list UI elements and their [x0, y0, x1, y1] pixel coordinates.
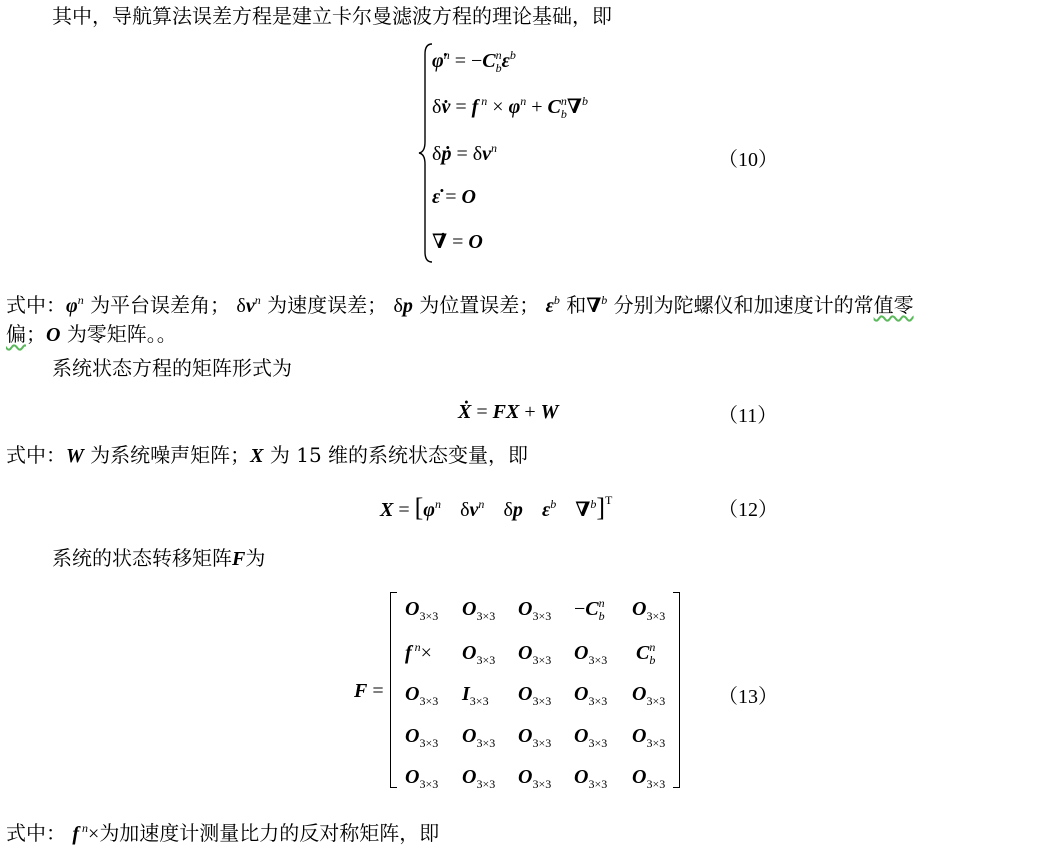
where-clause-3: 式中： f $^n$×为加速度计测量比力的反对称矩阵，即 — [6, 821, 440, 845]
matrix-cell-r2-c5: $C_b^n$ — [636, 640, 656, 667]
matrix-cell-r1-c3: $O_{3\times 3}$ — [518, 598, 552, 623]
eq10-line-5: ∇̇ = O — [432, 231, 483, 253]
eq10-line-2: δv̇ = f $^n \times \varphi^n + C_b^n\nabla^b$ — [432, 94, 588, 121]
matrix-cell-r4-c3: $O_{3\times 3}$ — [518, 725, 552, 750]
matrix-cell-r2-c1: f $^n$× — [405, 640, 432, 664]
matrix-cell-r4-c2: $O_{3\times 3}$ — [462, 725, 496, 750]
where-clause-1: 式中：$\varphi^n$ 为平台误差角； $\delta v^n$ 为速度误差； δp 为位置误差； $\varepsilon^b$ 和∇$^b$ 分别为陀螺仪和加速度计的常值零 — [6, 293, 914, 317]
matrix-cell-r1-c2: $O_{3\times 3}$ — [462, 598, 496, 623]
matrix-cell-r4-c4: $O_{3\times 3}$ — [574, 725, 608, 750]
eq11: Ẋ = FX + W — [458, 401, 559, 423]
eq12: $X = [\varphi^n$ $\delta v^n$ δp $\varepsilon^b$ ∇$^b$]$^T$ — [380, 493, 613, 522]
matrix-cell-r5-c5: $O_{3\times 3}$ — [632, 766, 666, 791]
matrix-cell-r2-c2: $O_{3\times 3}$ — [462, 642, 496, 667]
where-clause-2: 式中：W 为系统噪声矩阵；X 为 15 维的系统状态变量，即 — [6, 443, 529, 467]
matrix-cell-r2-c3: $O_{3\times 3}$ — [518, 642, 552, 667]
eq13-lhs: F = — [354, 680, 384, 702]
matrix-cell-r1-c5: $O_{3\times 3}$ — [632, 598, 666, 623]
matrix-cell-r3-c1: $O_{3\times 3}$ — [405, 683, 439, 708]
matrix-cell-r5-c3: $O_{3\times 3}$ — [518, 766, 552, 791]
matrix-cell-r5-c4: $O_{3\times 3}$ — [574, 766, 608, 791]
matrix-cell-r1-c1: $O_{3\times 3}$ — [405, 598, 439, 623]
paragraph-transition-matrix: 系统的状态转移矩阵F为 — [52, 546, 266, 570]
paragraph-state-eq: 系统状态方程的矩阵形式为 — [52, 356, 292, 380]
eq10-line-1: φ̇$^n$ = $-C_b^n\varepsilon^b$ — [432, 48, 516, 75]
eq12-number: （12） — [718, 499, 778, 521]
eq10-line-3: δṗ = $\delta v^n$ — [432, 141, 498, 165]
matrix-cell-r5-c1: $O_{3\times 3}$ — [405, 766, 439, 791]
eq13-number: （13） — [718, 686, 778, 708]
eq10-line-4: ε̇ = O — [432, 186, 476, 208]
eq11-number: （11） — [718, 405, 778, 427]
matrix-cell-r3-c4: $O_{3\times 3}$ — [574, 683, 608, 708]
paragraph-intro: 其中，导航算法误差方程是建立卡尔曼滤波方程的理论基础，即 — [52, 4, 612, 28]
where-clause-1-cont: 偏；O 为零矩阵。。 — [6, 322, 177, 346]
eq10-number: （10） — [718, 149, 778, 171]
matrix-cell-r3-c2: $I_{3\times 3}$ — [462, 683, 489, 708]
matrix-cell-r1-c4: $-C_b^n$ — [574, 596, 605, 623]
matrix-cell-r5-c2: $O_{3\times 3}$ — [462, 766, 496, 791]
matrix-cell-r4-c5: $O_{3\times 3}$ — [632, 725, 666, 750]
matrix-cell-r3-c5: $O_{3\times 3}$ — [632, 683, 666, 708]
matrix-cell-r4-c1: $O_{3\times 3}$ — [405, 725, 439, 750]
matrix-cell-r2-c4: $O_{3\times 3}$ — [574, 642, 608, 667]
matrix-cell-r3-c3: $O_{3\times 3}$ — [518, 683, 552, 708]
